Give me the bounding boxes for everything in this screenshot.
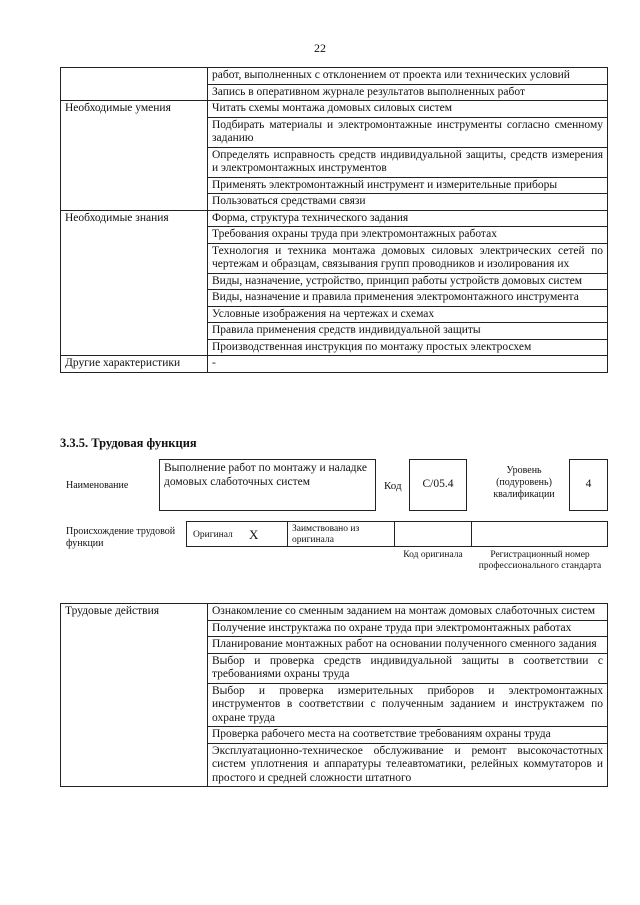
table-row [61, 604, 608, 621]
row-label-knowledge: Необходимые знания [61, 210, 208, 356]
table-cell: Определять исправность средств индивидуальной защиты, средств измерения и электромонтажных инструментов [208, 147, 608, 177]
original-cell [186, 521, 288, 547]
table-cell: - [208, 356, 608, 373]
table-cell: Виды, назначение и правила применения электромонтажного инструмента [208, 290, 608, 307]
name-label: Наименование [66, 480, 129, 491]
table-cell: Форма, структура технического задания [208, 210, 608, 227]
table-cell: Производственная инструкция по монтажу простых электросхем [208, 339, 608, 356]
table-row [61, 356, 608, 373]
level-box [569, 459, 608, 511]
table-cell: Проверка рабочего места на соответствие требованиям охраны труда [208, 727, 608, 744]
table-cell: Требования охраны труда при электромонтажных работах [208, 227, 608, 244]
reg-number-label: Регистрационный номер профессионального стандарта [478, 550, 602, 571]
table-cell: Выбор и проверка измерительных приборов и электромонтажных инструментов в соответствии с полученным заданием и инструктажем по охране труда [208, 683, 608, 727]
original-mark: X [249, 527, 259, 542]
code-box [409, 459, 467, 511]
reg-number-cell [471, 521, 608, 547]
level-label: Уровень (подуровень) квалификации [493, 465, 555, 500]
page-number: 22 [314, 41, 326, 55]
borrowed-cell [287, 521, 395, 547]
table-cell: Эксплуатационно-техническое обслуживание и ремонт высокочастотных систем уплотнения и аппаратуры телеавтоматики, релейных коммутаторов и простого и средней сложности штатного [208, 743, 608, 787]
table-cell: Применять электромонтажный инструмент и измерительные приборы [208, 177, 608, 194]
name-box [159, 459, 376, 511]
level-value: 4 [585, 478, 592, 490]
original-label: Оригинал [193, 530, 233, 540]
origin-row [186, 521, 608, 547]
table-row [61, 101, 608, 118]
table-cell: Планирование монтажных работ на основании полученного сменного задания [208, 637, 608, 654]
table-cell: Пользоваться средствами связи [208, 194, 608, 211]
table-cell: работ, выполненных с отклонением от проекта или технических условий [208, 68, 608, 85]
code-original-label: Код оригинала [403, 550, 463, 560]
table-cell: Запись в оперативном журнале результатов выполненных работ [208, 84, 608, 101]
table-cell: Условные изображения на чертежах и схемах [208, 306, 608, 323]
table-cell: Виды, назначение, устройство, принцип работы устройств домовых систем [208, 273, 608, 290]
row-label-other: Другие характеристики [61, 356, 208, 373]
table-cell: Читать схемы монтажа домовых силовых систем [208, 101, 608, 118]
table-cell: Получение инструктажа по охране труда при электромонтажных работах [208, 620, 608, 637]
borrowed-label: Заимствовано из оригинала [292, 524, 360, 545]
table-row [61, 210, 608, 227]
table-cell: Правила применения средств индивидуальной защиты [208, 323, 608, 340]
code-original-cell [394, 521, 472, 547]
code-label: Код [384, 480, 402, 492]
code-value: C/05.4 [422, 478, 454, 490]
row-label-skills: Необходимые умения [61, 101, 208, 211]
origin-label: Происхождение трудовой функции [66, 526, 176, 549]
section-title: 3.3.5. Трудовая функция [60, 436, 197, 450]
table-cell: Ознакомление со сменным заданием на монтаж домовых слаботочных систем [208, 604, 608, 621]
row-label [61, 68, 208, 101]
table-cell: Технология и техника монтажа домовых силовых электрических сетей по чертежам и образцам, связывания групп проводников и изолирования их [208, 243, 608, 273]
table-cell: Выбор и проверка средств индивидуальной защиты в соответствии с требованиями охраны труда [208, 653, 608, 683]
table-cell: Подбирать материалы и электромонтажные инструменты согласно сменному заданию [208, 117, 608, 147]
row-label-actions: Трудовые действия [61, 604, 208, 787]
function-name: Выполнение работ по монтажу и наладке домовых слаботочных систем [164, 462, 367, 488]
actions-table [60, 603, 608, 787]
table-row [61, 68, 608, 85]
requirements-table [60, 67, 608, 373]
